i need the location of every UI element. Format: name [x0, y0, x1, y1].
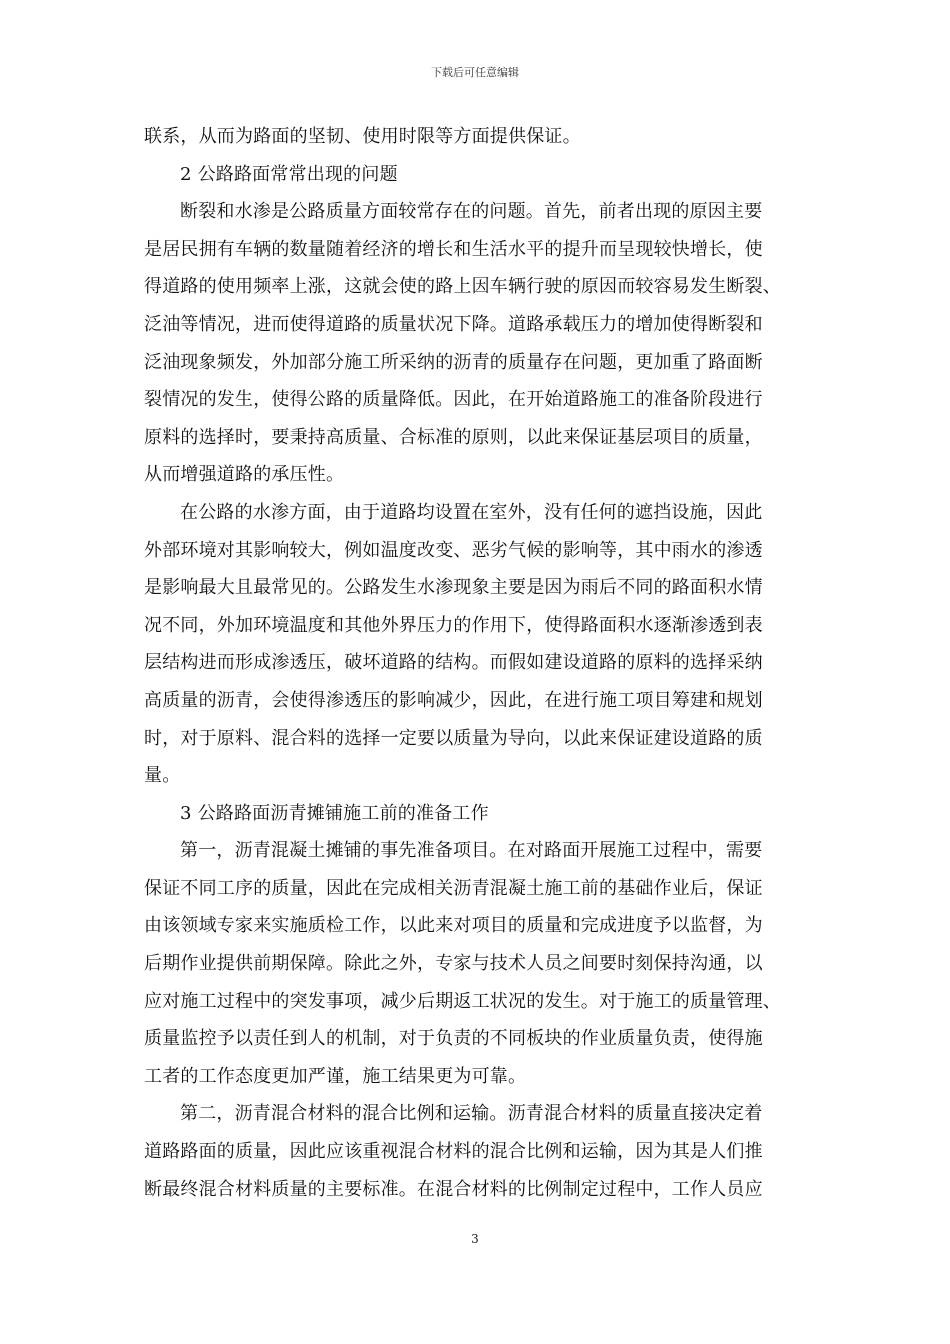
text-line: 应对施工过程中的突发事项，减少后期返工状况的发生。对于施工的质量管理、: [144, 990, 781, 1012]
text-line: 质量监控予以责任到人的机制，对于负责的不同板块的作业质量负责，使得施: [144, 1028, 763, 1050]
text-line: 断最终混合材料质量的主要标准。在混合材料的比例制定过程中，工作人员应: [144, 1178, 763, 1200]
text-line: 泛油等情况，进而使得道路的质量状况下降。道路承载压力的增加使得断裂和: [144, 313, 763, 335]
text-line: 是居民拥有车辆的数量随着经济的增长和生活水平的提升而呈现较快增长，使: [144, 238, 763, 260]
text-line: 时，对于原料、混合料的选择一定要以质量为导向，以此来保证建设道路的质: [144, 727, 763, 749]
text-line: 在公路的水渗方面，由于道路均设置在室外，没有任何的遮挡设施，因此: [180, 501, 763, 523]
text-line: 联系，从而为路面的坚韧、使用时限等方面提供保证。: [144, 126, 581, 147]
text-line: 后期作业提供前期保障。除此之外，专家与技术人员之间要时刻保持沟通，以: [144, 953, 763, 975]
text-line: 3 公路路面沥青摊铺施工前的准备工作: [180, 802, 489, 824]
text-line: 2 公路路面常常出现的问题: [180, 163, 398, 185]
text-line: 泛油现象频发，外加部分施工所采纳的沥青的质量存在问题，更加重了路面断: [144, 351, 763, 373]
text-line: 是影响最大且最常见的。公路发生水渗现象主要是因为雨后不同的路面积水情: [144, 577, 763, 599]
text-line: 由该领域专家来实施质检工作，以此来对项目的质量和完成进度予以监督，为: [144, 915, 763, 937]
text-line: 工者的工作态度更加严谨，施工结果更为可靠。: [144, 1065, 527, 1087]
page-header: 下载后可任意编辑: [431, 66, 519, 79]
text-line: 量。: [144, 765, 181, 787]
text-line: 外部环境对其影响较大，例如温度改变、恶劣气候的影响等，其中雨水的渗透: [144, 539, 763, 561]
text-line: 得道路的使用频率上涨，这就会使的路上因车辆行驶的原因而较容易发生断裂、: [144, 276, 781, 298]
text-line: 裂情况的发生，使得公路的质量降低。因此，在开始道路施工的准备阶段进行: [144, 389, 763, 411]
text-line: 第一，沥青混凝土摊铺的事先准备项目。在对路面开展施工过程中，需要: [180, 840, 763, 862]
text-line: 断裂和水渗是公路质量方面较常存在的问题。首先，前者出现的原因主要: [180, 201, 763, 223]
text-line: 况不同，外加环境温度和其他外界压力的作用下，使得路面积水逐渐渗透到表: [144, 614, 763, 636]
text-line: 高质量的沥青，会使得渗透压的影响减少，因此，在进行施工项目筹建和规划: [144, 689, 763, 711]
page-number: 3: [471, 1232, 479, 1246]
text-line: 道路路面的质量，因此应该重视混合材料的混合比例和运输，因为其是人们推: [144, 1141, 763, 1163]
text-line: 从而增强道路的承压性。: [144, 464, 345, 486]
text-line: 原料的选择时，要秉持高质量、合标准的原则，以此来保证基层项目的质量，: [144, 426, 763, 448]
document-body: [144, 118, 804, 1208]
text-line: 层结构进而形成渗透压，破坏道路的结构。而假如建设道路的原料的选择采纳: [144, 652, 763, 674]
text-line: 第二，沥青混合材料的混合比例和运输。沥青混合材料的质量直接决定着: [180, 1103, 763, 1125]
text-line: 保证不同工序的质量，因此在完成相关沥青混凝土施工前的基础作业后，保证: [144, 877, 763, 899]
